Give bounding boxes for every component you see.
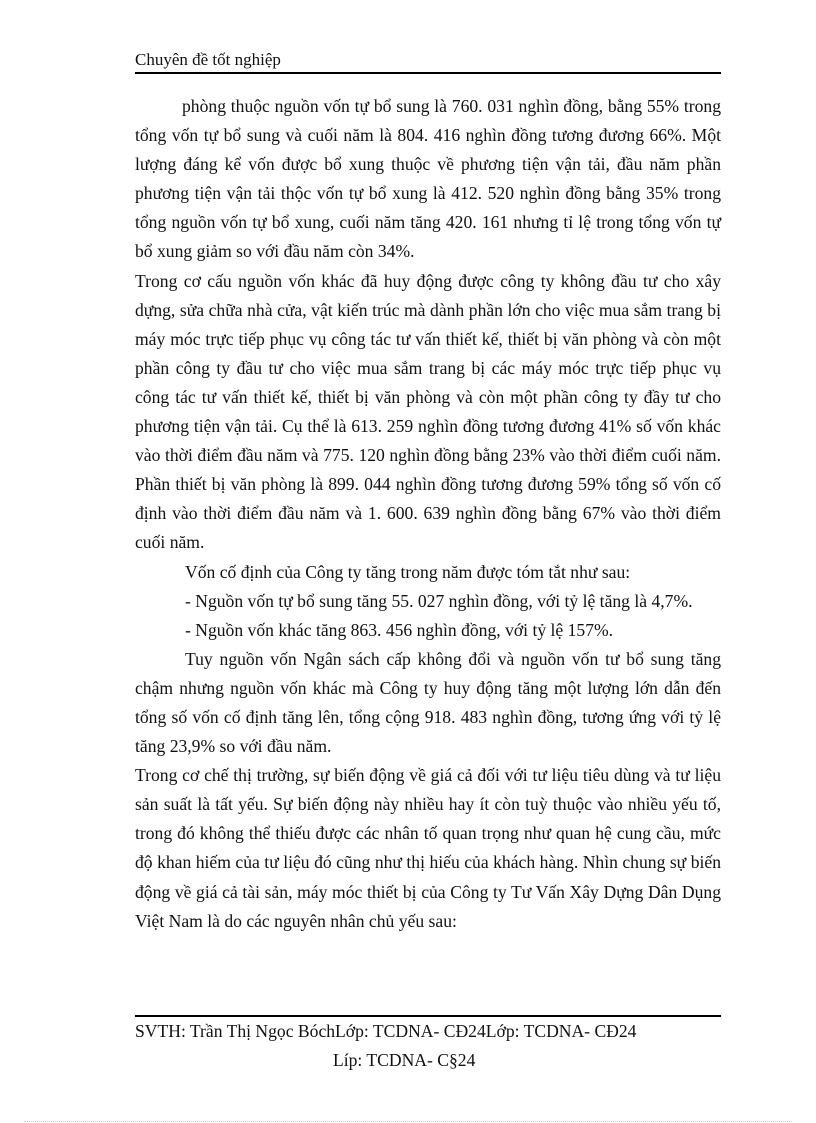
header-title: Chuyên đề tốt nghiệp (135, 50, 281, 69)
paragraph-2: Trong cơ cấu nguồn vốn khác đã huy động được công ty không đầu tư cho xây dựng, sửa chữa nhà cửa, vật kiến trúc mà dành phần lớn cho việc mua sắm trang bị máy móc trực tiếp phục vụ công tác tư vấn thiết kế, thiết bị văn phòng và còn một phần công ty đầu tư cho việc mua sắm trang bị các máy móc trực tiếp phục vụ công tác tư vấn thiết kế, thiết bị văn phòng và còn một phần công ty đầy tư cho phương tiện vận tải. Cụ thể là 613. 259 nghìn đồng tương đương 41% số vốn khác vào thời điểm đầu năm và 775. 120 nghìn đồng bằng 23% vào thời điểm cuối năm. Phần thiết bị văn phòng là 899. 044 nghìn đồng tương đương 59% tổng số vốn cố định vào thời điểm đầu năm và 1. 600. 639 nghìn đồng bằng 67% vào thời điểm cuối năm. (135, 270, 721, 553)
page-edge-dotted-line (24, 1121, 792, 1122)
footer-line-2: Líp: TCDNA- C§24 (333, 1050, 476, 1070)
paragraph-6: Tuy nguồn vốn Ngân sách cấp không đổi và nguồn vốn tư bổ sung tăng chậm nhưng nguồn vốn khác mà Công ty huy động tăng một lượng lớn dẫn đến tổng số vốn cố định tăng lên, tổng cộng 918. 483 nghìn đồng, tương ứng với tỷ lệ tăng 23,9% so với đầu năm. (135, 648, 721, 757)
page-header (135, 50, 721, 74)
document-body (135, 92, 721, 936)
paragraph-3: Vốn cố định của Công ty tăng trong năm được tóm tắt như sau: (185, 561, 631, 582)
footer-divider (135, 1015, 721, 1017)
footer-line-1: SVTH: Trần Thị Ngọc BóchLớp: TCDNA- CĐ24Lớp: TCDNA- CĐ24 (135, 1021, 637, 1041)
paragraph-4: - Nguồn vốn tự bổ sung tăng 55. 027 nghìn đồng, với tỷ lệ tăng là 4,7%. (185, 590, 693, 611)
paragraph-1: phòng thuộc nguồn vốn tự bổ sung là 760. 031 nghìn đồng, bằng 55% trong tổng vốn tự bổ sung và cuối năm là 804. 416 nghìn đồng tương đương 66%. Một lượng đáng kể vốn được bổ xung thuộc về phương tiện vận tải, đầu năm phần phương tiện vận tải thộc vốn tự bổ xung là 412. 520 nghìn đồng bằng 35% trong tổng nguồn vốn tự bổ xung, cuối năm tăng 420. 161 nhưng tỉ lệ trong tổng vốn tự bổ xung giảm so với đầu năm còn 34%. (135, 96, 721, 262)
paragraph-5: - Nguồn vốn khác tăng 863. 456 nghìn đồng, với tỷ lệ 157%. (185, 619, 614, 640)
paragraph-7: Trong cơ chế thị trường, sự biến động về giá cả đối với tư liệu tiêu dùng và tư liệu sản suất là tất yếu. Sự biến động này nhiều hay ít còn tuỳ thuộc vào nhiều yếu tố, trong đó không thể thiếu được các nhân tố quan trọng như quan hệ cung cầu, mức độ khan hiếm của tư liệu đó cũng như thị hiếu của khách hàng. Nhìn chung sự biến động về giá cả tài sản, máy móc thiết bị của Công ty Tư Vấn Xây Dựng Dân Dụng Việt Nam là do các nguyên nhân chủ yếu sau: (135, 765, 721, 931)
